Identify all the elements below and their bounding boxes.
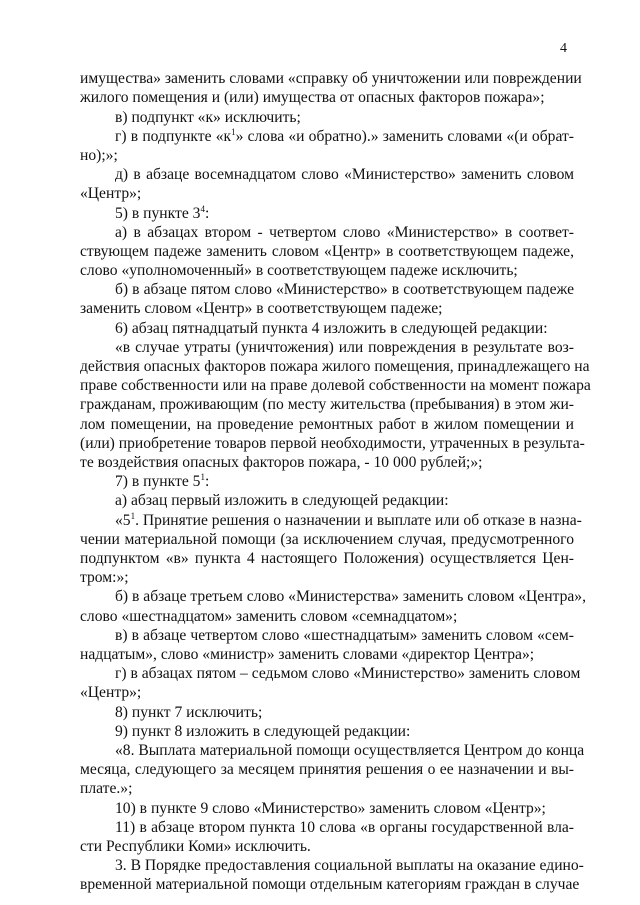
line-text: а) в абзацах втором - четвертом слово «Министерство» в соответ- xyxy=(115,224,574,241)
line-text-after: : xyxy=(204,473,210,490)
page-number: 4 xyxy=(560,41,567,56)
text-line xyxy=(115,338,574,357)
text-line xyxy=(115,664,581,683)
line-text: б) в абзаце третьем слово «Министерства» заменить словом «Центра», xyxy=(115,588,586,605)
line-text: в) подпункт «к» исключить; xyxy=(115,109,301,126)
line-text: месяца, следующего за месяцем принятия решения о ее назначении и вы- xyxy=(80,761,574,778)
line-text: подпунктом «в» пункта 4 настоящего Положения) осуществляется Цен- xyxy=(80,550,574,567)
text-line xyxy=(115,280,574,299)
line-text: плате.»; xyxy=(80,780,133,797)
text-line xyxy=(80,242,574,261)
line-text: праве собственности или на праве долевой собственности на момент пожара xyxy=(80,377,591,394)
line-text: 7) в пункте 5 xyxy=(115,473,201,490)
line-text: «5 xyxy=(115,512,131,529)
line-text: 6) абзац пятнадцатый пункта 4 изложить в следующей редакции: xyxy=(115,320,548,337)
text-line xyxy=(80,453,574,472)
line-text: (или) приобретение товаров первой необходимости, утраченных в результа- xyxy=(80,435,585,452)
line-text: в) в абзаце четвертом слово «шестнадцатым» заменить словом «сем- xyxy=(115,627,574,644)
line-text: имущества» заменить словами «справку об уничтожении или повреждении xyxy=(80,70,582,87)
line-text: жилого помещения и (или) имущества от опасных факторов пожара»; xyxy=(80,89,545,106)
text-line xyxy=(115,626,574,645)
text-line xyxy=(80,88,574,107)
line-text: 10) в пункте 9 слово «Министерство» заменить словом «Центр»; xyxy=(115,800,546,817)
text-line xyxy=(80,530,574,549)
line-text: гражданам, проживающим (по месту жительства (пребывания) в этом жи- xyxy=(80,396,574,413)
line-text: но);»; xyxy=(80,147,118,164)
line-text: б) в абзаце пятом слово «Министерство» в соответствующем падеже xyxy=(115,281,574,298)
line-text: г) в абзацах пятом – седьмом слово «Министерство» заменить словом xyxy=(115,665,581,682)
text-line xyxy=(115,722,574,741)
text-line xyxy=(115,703,574,722)
line-text: 9) пункт 8 изложить в следующей редакции: xyxy=(115,723,411,740)
line-text: г) в подпункте «к xyxy=(115,128,232,145)
line-text: «Центр»; xyxy=(80,684,142,701)
line-text: слово «шестнадцатом» заменить словом «семнадцатом»; xyxy=(80,608,458,625)
line-text: 5) в пункте 3 xyxy=(115,205,201,222)
line-text: «8. Выплата материальной помощи осуществляется Центром до конца xyxy=(115,742,585,759)
line-text: ствующем падеже заменить словом «Центр» в соответствующем падеже, xyxy=(80,243,574,260)
text-line xyxy=(115,108,574,127)
line-text-after: : xyxy=(204,205,210,222)
line-text: заменить словом «Центр» в соответствующем падеже; xyxy=(80,300,443,317)
text-line xyxy=(115,856,584,875)
line-text: 8) пункт 7 исключить; xyxy=(115,704,263,721)
superscript: 1 xyxy=(200,472,205,482)
line-text: слово «уполномоченный» в соответствующем падеже исключить; xyxy=(80,262,518,279)
line-text: 11) в абзаце втором пункта 10 слова «в органы государственной вла- xyxy=(115,819,574,836)
text-line xyxy=(80,395,574,414)
line-text: тром:»; xyxy=(80,569,129,586)
superscript: 1 xyxy=(130,511,136,521)
line-text-after: » слова «и обратно).» заменить словами «(и обрат- xyxy=(235,128,574,145)
line-text: сти Республики Коми» исключить. xyxy=(80,838,311,855)
text-line xyxy=(80,376,591,395)
line-text: «Центр»; xyxy=(80,185,142,202)
text-line xyxy=(115,587,586,606)
text-line xyxy=(80,645,574,664)
text-line xyxy=(115,511,582,530)
superscript: 1 xyxy=(231,127,236,137)
text-line xyxy=(80,184,574,203)
line-text: а) абзац первый изложить в следующей редакции: xyxy=(115,492,449,509)
line-text: чении материальной помощи (за исключением случая, предусмотренного xyxy=(80,531,574,548)
line-text: те воздействия опасных факторов пожара, - 10 000 рублей;»; xyxy=(80,454,483,471)
text-line xyxy=(80,357,590,376)
superscript: 4 xyxy=(200,204,205,214)
text-line xyxy=(80,146,574,165)
text-line xyxy=(115,204,574,223)
text-line xyxy=(115,319,574,338)
text-line xyxy=(80,261,574,280)
text-line xyxy=(80,568,574,587)
line-text: лом помещении, на проведение ремонтных работ в жилом помещении и xyxy=(80,416,574,433)
text-line xyxy=(80,434,585,453)
text-line xyxy=(80,299,574,318)
text-line xyxy=(80,683,574,702)
text-line xyxy=(80,549,574,568)
line-text: временной материальной помощи отдельным категориям граждан в случае xyxy=(80,876,580,893)
text-line xyxy=(115,818,574,837)
line-text: «в случае утраты (уничтожения) или повреждения в результате воз- xyxy=(115,339,574,356)
text-line xyxy=(80,415,574,434)
line-text: 3. В Порядке предоставления социальной выплаты на оказание едино- xyxy=(115,857,584,874)
text-line xyxy=(80,760,574,779)
text-line xyxy=(115,127,574,146)
text-line xyxy=(115,165,574,184)
line-text: действия опасных факторов пожара жилого помещения, принадлежащего на xyxy=(80,358,590,375)
line-text-after: . Принятие решения о назначении и выплате или об отказе в назна- xyxy=(135,512,582,529)
text-line xyxy=(80,875,580,894)
line-text: д) в абзаце восемнадцатом слово «Министерство» заменить словом xyxy=(115,166,574,183)
text-line xyxy=(115,799,574,818)
text-line xyxy=(115,741,585,760)
text-line xyxy=(115,472,574,491)
text-line xyxy=(115,223,574,242)
text-line xyxy=(80,69,582,88)
text-line xyxy=(80,607,574,626)
line-text: надцатым», слово «министр» заменить словами «директор Центра»; xyxy=(80,646,535,663)
text-line xyxy=(80,779,574,798)
text-line xyxy=(80,837,574,856)
text-line xyxy=(115,491,574,510)
